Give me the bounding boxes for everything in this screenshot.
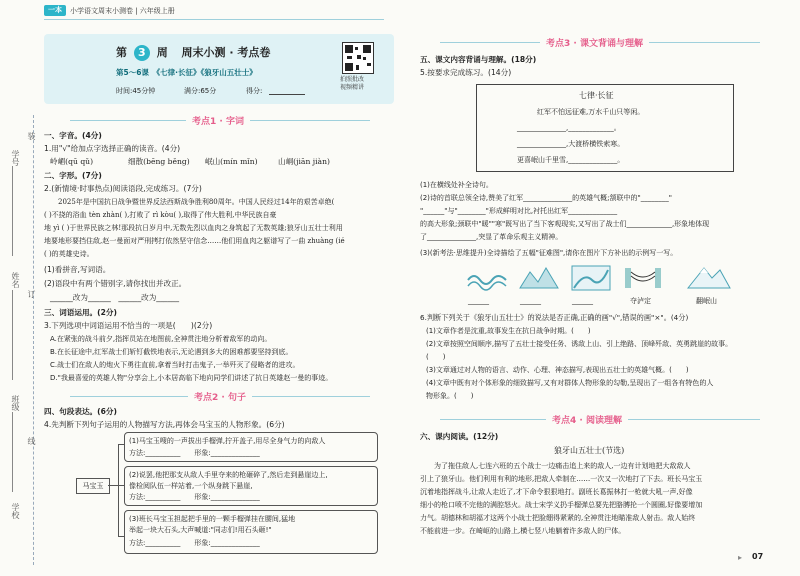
box2-sentence: (2)说罢,他把那支从敌人手里夺来的枪砸碎了,然后走到悬崖边上, [129, 471, 328, 479]
gutter-school: 学校 [11, 503, 20, 519]
image-label-blank[interactable]: ______ [572, 297, 593, 305]
q6-prompt: 6.判断下列关于《狼牙山五壮士》的说法是否正确,正确的画"√",错误的画"×"。(4分) [420, 313, 689, 322]
header-title: 小学语文周末小测卷 | 六年级上册 [70, 7, 175, 15]
q1-option: 细散(bēng běng) [128, 157, 190, 166]
wave-illustration [466, 262, 508, 292]
section-3-title: 考点3 · 课文背诵与理解 [540, 36, 649, 49]
q3-option[interactable]: C.战士们在敌人的炮火下勇往直前,拿着当时打击鬼子,一举歼灭了侵略者的进攻。 [50, 361, 300, 369]
q2-passage-line: ( )的英雄史诗。 [44, 250, 94, 258]
q4-heading: 四、句段表达。(6分) [44, 407, 117, 416]
q1-option: 岷山(mín mǐn) [205, 157, 258, 166]
iron-chain-bridge-illustration [622, 262, 664, 292]
q2-prompt: 2.(新情境·时事热点)阅读语段,完成练习。(7分) [44, 184, 202, 193]
section-1-title: 考点1 · 字词 [186, 114, 250, 127]
q5-heading: 五、课文内容背诵与理解。(18分) [420, 55, 537, 64]
q3-option[interactable]: D."我最喜爱的英雄人物"分享会上,小本居高临下地向同学们讲述了抗日英雄赵一曼的事迹。 [50, 374, 333, 382]
box1-sentence: (1)马宝玉嗖的一声拔出手榴弹,拧开盖子,用尽全身气力的向敌人 [129, 437, 326, 445]
image-label: 翻岷山 [696, 297, 717, 305]
poem-line-blank[interactable]: ______________,大渡桥横铁索寒。 [517, 140, 625, 148]
box1-answer[interactable]: 方法:__________ 形象:______________ [129, 449, 260, 457]
reading-line: 沉着地指挥战斗,让敌人走近了,才下命令狠狠地打。副班长葛振林打一枪就大吼一声,好像 [420, 488, 693, 496]
q5-part2-cont[interactable]: 的高大形象;颈联中"暖""寒"既写出了当下客观现实,又写出了战士们_____________,形象地体现 [420, 220, 710, 228]
q5-part2-cont[interactable]: "______"与"________"形成鲜明对比,衬托出红军______________ [420, 207, 618, 215]
q6-item[interactable]: (4)文章中既有对个体形象的细致描写,又有对群体人物形象的勾勒,呈现出了一组各有特色的人 [426, 379, 714, 387]
q7-heading: 六、课内阅读。(12分) [420, 432, 499, 441]
q3-heading: 三、词语运用。(2分) [44, 308, 117, 317]
image-label-blank[interactable]: ______ [468, 297, 489, 305]
q5-part2[interactable]: (2)诗的首联总领全诗,赞美了红军______________的英雄气概;颔联中的"________" [420, 194, 672, 202]
q2-passage-line: 地要地形要挡住敌,赵一曼面对严刑拷打依然坚守信念……他们用血肉之躯谱写了一曲 zhuàng (ié [44, 237, 345, 245]
brand-tag: 一本 [44, 5, 66, 16]
banner-title: 周末小测 · 考点卷 [181, 46, 271, 59]
hills-illustration [518, 262, 560, 292]
q6-item[interactable]: ( ) [426, 353, 446, 361]
gutter-line: 线 [27, 437, 36, 445]
title-banner [44, 34, 394, 104]
image-label: 夺泸定 [630, 297, 651, 305]
gutter-seal: 装 [27, 132, 36, 140]
box2-sentence: 像检阅队伍一样站着,一个纵身跳下悬崖, [129, 482, 253, 490]
page-number: 07 [752, 552, 764, 561]
name-box: 马宝玉 [76, 478, 110, 494]
box3-sentence: 举起一块大石头,大声喊道:"同志们!用石头砸!" [129, 526, 272, 534]
q2-answer-blanks[interactable]: ______改为______ ______改为______ [50, 293, 180, 302]
week-prefix: 第 [116, 46, 127, 59]
q1-prompt: 1.用"√"给加点字选择正确的读音。(4分) [44, 144, 181, 153]
banner-subtitle: 第5～6课 《七律·长征》《狼牙山五壮士》 [116, 68, 257, 77]
image-label-blank[interactable]: ______ [520, 297, 541, 305]
q1-heading: 一、字音。(4分) [44, 131, 102, 140]
score-label: 得分: [246, 87, 263, 95]
poem-box [476, 84, 734, 172]
section-2-title: 考点2 · 句子 [188, 390, 252, 403]
box2-answer[interactable]: 方法:__________ 形象:______________ [129, 493, 260, 501]
sentence-box-2 [124, 466, 378, 506]
reading-line: 为了拖住敌人,七连六班的五个战士一边痛击追上来的敌人,一边有计划地把大敌敌人 [420, 462, 691, 470]
q6-item[interactable]: (3)文章通过对人物的语言、动作、心理、神态描写,表现出五壮士的英雄气概。( ) [426, 366, 689, 374]
snow-mountain-illustration [686, 262, 732, 292]
page-arrow-icon: ▸ [738, 553, 743, 562]
gutter-grade: 班级 [11, 395, 20, 411]
sentence-box-3 [124, 510, 378, 554]
poem-line: 红军不怕远征难,万水千山只等闲。 [537, 108, 645, 116]
box3-sentence: (3)班长马宝玉担起把手里的一颗手榴弹挂在腰间,猛地 [129, 515, 296, 523]
q5-prompt: 5.按要求完成练习。(14分) [420, 68, 512, 77]
q5-part2-cont[interactable]: 了______________,突显了革命乐观主义精神。 [420, 233, 563, 241]
q3-prompt: 3.下列选项中词语运用不恰当的一项是( )(2分) [44, 321, 213, 330]
q1-option: 山峒(jiān jiàn) [278, 157, 330, 166]
week-number-badge: 3 [134, 45, 150, 61]
poem-title: 七律·长征 [579, 91, 614, 100]
q2-passage-line: 地 yì ( )于世界民族之林!那段抗日岁月中,无数先烈以血肉之身筑起了无数英雄;狼牙山五壮士利用 [44, 224, 343, 232]
q2-part2: (2)语段中有两个错别字,请你找出并改正。 [44, 279, 187, 288]
q2-passage-line: ( )不挠的浴血 tèn zhàn( ),打败了 rì kòu( ),取得了伟大胜利,中华民族自豪 [44, 211, 277, 219]
gutter-id: 学号 [11, 150, 20, 166]
reading-line: 引上了狼牙山。他们利用有利的地形,把敌人牵制在……一次又一次地打了下去。班长马宝玉 [420, 475, 703, 483]
qr-caption: 拍照批改 视频精讲 [340, 76, 365, 91]
gutter-name: 姓名 [11, 272, 20, 288]
section-4-title: 考点4 · 阅读理解 [546, 413, 628, 426]
q4-prompt: 4.先判断下列句子运用的人物描写方法,再体会马宝玉的人物形象。(6分) [44, 420, 285, 429]
q3-option[interactable]: B.在长征途中,红军战士们斩钉截铁地表示,无论遇到多大的困难都要坚持到底。 [50, 348, 293, 356]
q2-passage-line: 2025年是中国抗日战争暨世界反法西斯战争胜利80周年。中国人民经过14年的艰苦卓绝( [44, 198, 335, 206]
sentence-box-1 [124, 432, 378, 462]
week-suffix: 周 [156, 46, 168, 59]
box3-answer[interactable]: 方法:__________ 形象:______________ [129, 539, 260, 547]
river-cliff-illustration [570, 262, 612, 292]
reading-line: 力气。胡德林和胡福才这两个小战士把脸绷得紧紧的,全神贯注地瞄准敌人射击。敌人始终 [420, 514, 696, 522]
q2-heading: 二、字形。(7分) [44, 171, 102, 180]
binding-dash-line [33, 115, 34, 565]
full-score-label: 满分:65分 [184, 87, 217, 95]
reading-line: 不能前进一步。在崎岖的山路上,横七竖八地躺着许多敌人的尸体。 [420, 527, 626, 535]
q6-item[interactable]: (2)文章按照空间顺序,描写了五壮士接受任务、诱敌上山、引上绝路、顶峰歼敌、英勇跳崖的故事。 [426, 340, 733, 348]
q5-part3: (3)(新考法·思维提升)全诗描绘了五幅"征难图",请你在图片下方补出的示例写一写。 [420, 249, 678, 257]
q6-item[interactable]: (1)文章作者是沈重,故事发生在抗日战争时期。( ) [426, 327, 591, 335]
binding-gutter [0, 0, 40, 576]
gutter-bind: 订 [27, 290, 36, 298]
reading-title: 狼牙山五壮士(节选) [554, 446, 625, 455]
poem-line-blank[interactable]: 更喜岷山千里雪,______________。 [517, 156, 625, 164]
q6-item[interactable]: 物形象。( ) [426, 392, 474, 400]
q2-part1: (1)看拼音,写词语。 [44, 265, 111, 274]
q3-option[interactable]: A.在紧张的战斗前夕,指挥员站在地图前,全神贯注地分析着敌军的动向。 [50, 335, 272, 343]
poem-line-blank[interactable]: ______________,_____________。 [517, 124, 621, 132]
qr-code[interactable] [342, 42, 374, 74]
q5-part1: (1)在横线处补全诗句。 [420, 181, 493, 189]
time-label: 时间:45分钟 [116, 87, 156, 95]
reading-line: 细小的枪口喷不完他的满腔怒火。战士宋学义扔手榴弹总要先把胳膊抡一个圆圈,好像要增加 [420, 501, 703, 509]
q1-option: 岭嵋(qū qǔ) [50, 157, 94, 166]
